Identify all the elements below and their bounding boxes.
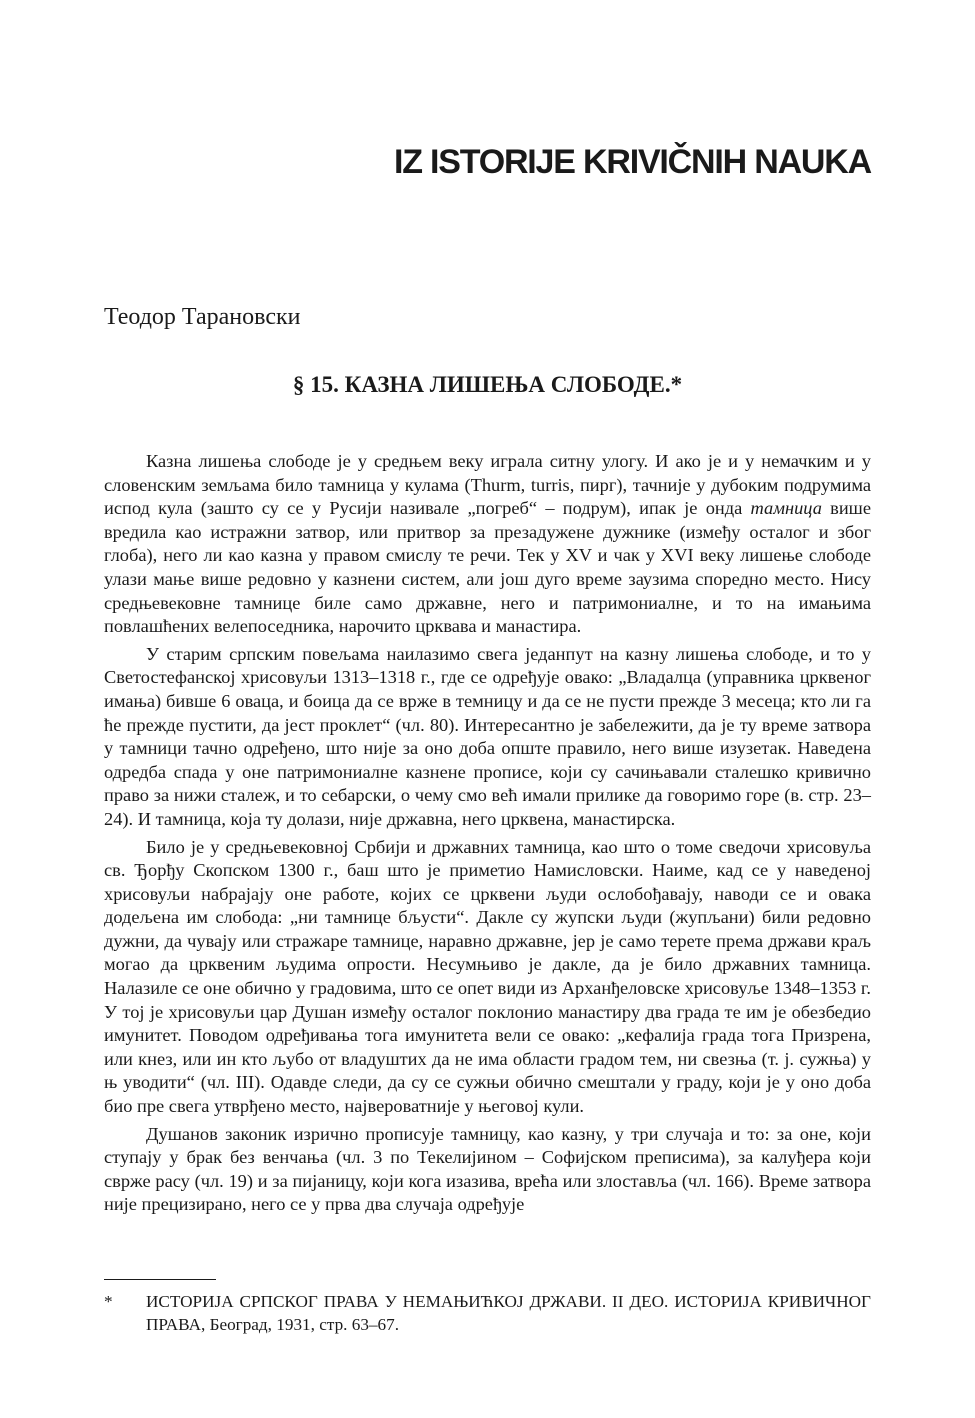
body-text [104,450,871,1221]
paragraph: Било је у средњевековној Србији и државних тамница, као што о томе сведочи хрисовуља св. Ђорђу Скопском 1300 г., баш што је приметио Намисловски. Наиме, кад се у наведеној хрисовуљи набрајају оне работе, којих се црквени људи ослобођавају, наводи се и овака додељена им слобода: „ни тамнице бљусти“. Дакле су жупски људи (жупљани) били редовно дужни, да чувају или стражаре тамнице, наравно државне, јер је само терете према држави краљ могао да црквеним људима опрости. Несумњиво је дакле, да је било државних тамница. Налазиле се оне обично у градовима, што се опет види из Арханђеловске хрисовуље 1348–1353 г. У тој је хрисовуљи цар Душан између осталог поклонио манастиру два града те им је обезбедио имунитет. Поводом одређивања тога имунитета вели се овако: „кефалија града тога Призрена, или кнез, или ин кто љубо от владуштих да не има области градом тем, ни свезња (т. ј. сужња) у њ уводити“ (чл. III). Одавде следи, да су се сужњи обично смештали у граду, који је у оно доба био пре свега утврђено место, највероватније у његовој кули. [104,836,871,1117]
paragraph: У старим српским повељама наилазимо свега једанпут на казну лишења слободе, и то у Светостефанској хрисовуљи 1313–1318 г., где се одређује овако: „Владалца (управника црквеног имања) бивше 6 оваца, и боица да се врже в темницу и да се не пусти прежде 3 месеца; кто ли га ће прежде пустити, да јест проклет“ (чл. 80). Интересантно је забележити, да је ту време затвора у тамници тачно одређено, што није за оно доба опште правило, него више изузетак. Наведена одредба спада у оне патримониалне казнене прописе, који су сачињавали сталешко кривично право за нижи сталеж, и то себарски, о чему смо већ имали прилике да говоримо горе (в. стр. 23–24). И тамница, која ту долази, није државна, него црквена, манастирска. [104,643,871,829]
footnote-divider [104,1279,216,1280]
author-name: Теодор Тарановски [104,304,301,330]
footnote [104,1291,871,1336]
chapter-heading: IZ ISTORIJE KRIVIČNIH NAUKA [393,143,871,181]
paragraph: Казна лишења слободе је у средњем веку играла ситну улогу. И ако је и у немачким и у словенским земљама било тамница у кулама (Thurm, turris, пирг), тачније у дубоким подрумима испод кула (зашто су се у Русији називале „погреб“ – подрум), ипак је онда тамница више вредила као истражни затвор, или притвор за презадужене дужнике (између осталог и због глоба), него ли као казна у правом смислу те речи. Тек у XV и чак у XVI веку лишење слободе улази мање више редовно у казнени систем, али још дуго време заузима споредно место. Нису средњевековне тамнице биле само државне, него и патримониалне, и то на имањима повлашћених велепоседника, нарочито црквава и манастира. [104,451,871,637]
footnote-mark: * [104,1292,113,1311]
footnote-text: ИСТОРИЈА СРПСКОГ ПРАВА У НЕМАЊИЋКОЈ ДРЖАВИ. II ДЕО. ИСТОРИЈА КРИВИЧНОГ ПРАВА, Београд, 1931, стр. 63–67. [146,1292,871,1334]
section-title: § 15. КАЗНА ЛИШЕЊА СЛОБОДЕ.* [292,372,683,397]
paragraph: Душанов законик изрично прописује тамницу, као казну, у три случаја и то: за оне, који ступају у брак без венчања (чл. 3 по Текелијином – Софијском преписима), за калуђера који сврже расу (чл. 19) и за пијаницу, који кога изазива, врећа или злоставља (чл. 166). Време затвора није прецизирано, него се у прва два случаја одређује [104,1123,871,1215]
